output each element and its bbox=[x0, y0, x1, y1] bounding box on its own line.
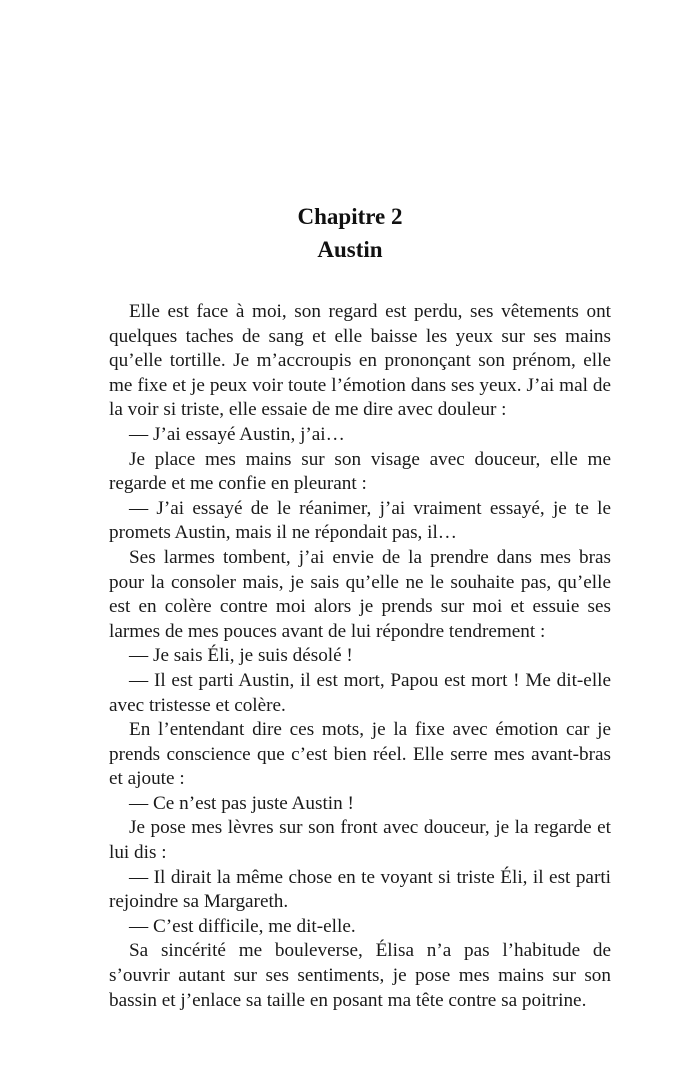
paragraph: — C’est difficile, me dit-elle. bbox=[129, 915, 356, 937]
paragraph: — Ce n’est pas juste Austin ! bbox=[129, 792, 354, 814]
paragraph: En l’entendant dire ces mots, je la fixe avec émotion car je prends conscience que c’est bien réel. Elle serre mes avant-bras et ajoute : bbox=[109, 719, 611, 790]
chapter-title: Austin bbox=[317, 237, 383, 262]
paragraph: — Il dirait la même chose en te voyant si triste Éli, il est parti rejoindre sa Margareth. bbox=[109, 866, 611, 913]
paragraph: Je place mes mains sur son visage avec douceur, elle me regarde et me confie en pleurant : bbox=[109, 448, 611, 495]
chapter-number: Chapitre 2 bbox=[297, 204, 403, 229]
paragraph: — J’ai essayé Austin, j’ai… bbox=[129, 423, 345, 445]
chapter-heading bbox=[0, 200, 700, 266]
paragraph: Sa sincérité me bouleverse, Élisa n’a pas l’habitude de s’ouvrir autant sur ses sentiments, je pose mes mains sur son bassin et j’enlace sa taille en posant ma tête contre sa poitrine. bbox=[109, 940, 611, 1011]
chapter-body bbox=[109, 300, 611, 1013]
paragraph: Je pose mes lèvres sur son front avec douceur, je la regarde et lui dis : bbox=[109, 817, 611, 864]
paragraph: — Je sais Éli, je suis désolé ! bbox=[129, 645, 353, 667]
paragraph: — J’ai essayé de le réanimer, j’ai vraiment essayé, je te le promets Austin, mais il ne répondait pas, il… bbox=[109, 497, 611, 544]
paragraph: Ses larmes tombent, j’ai envie de la prendre dans mes bras pour la consoler mais, je sais qu’elle ne le souhaite pas, qu’elle est en colère contre moi alors je prends sur moi et essuie ses larmes de mes pouces avant de lui répondre tendrement : bbox=[109, 546, 611, 642]
paragraph: — Il est parti Austin, il est mort, Papou est mort ! Me dit-elle avec tristesse et colère. bbox=[109, 669, 611, 716]
paragraph: Elle est face à moi, son regard est perdu, ses vêtements ont quelques taches de sang et elle baisse les yeux sur ses mains qu’elle tortille. Je m’accroupis en prononçant son prénom, elle me fixe et je peux voir toute l’émotion dans ses yeux. J’ai mal de la voir si triste, elle essaie de me dire avec douleur : bbox=[109, 301, 611, 421]
